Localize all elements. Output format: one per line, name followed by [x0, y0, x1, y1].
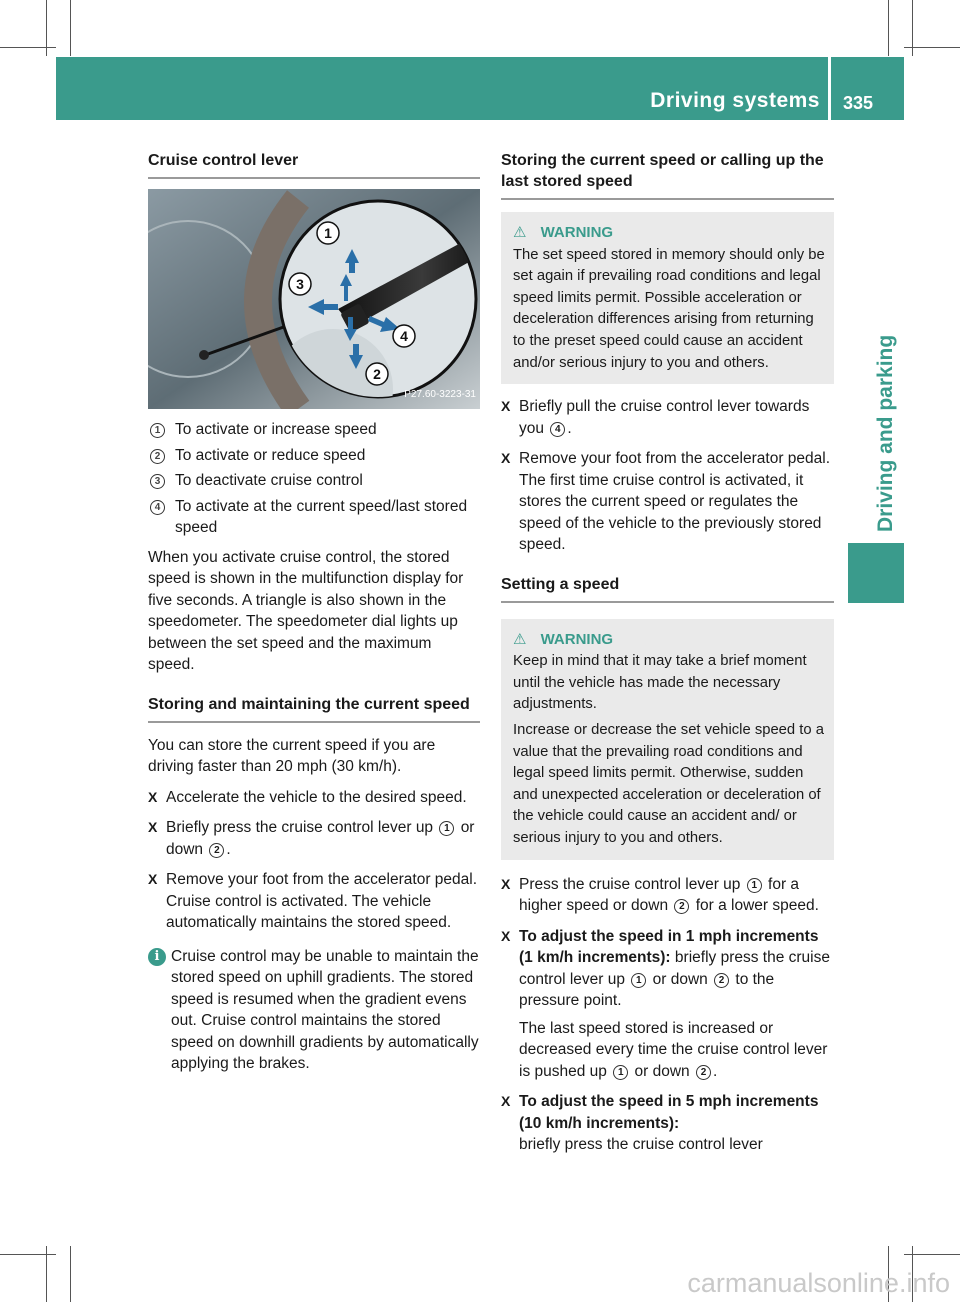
x-arrow-icon: X	[501, 927, 511, 944]
x-arrow-icon: X	[501, 450, 511, 467]
legend-text: To deactivate cruise control	[175, 472, 363, 489]
warning-triangle-icon: ⚠	[513, 224, 527, 241]
lever-position-dot	[199, 350, 209, 360]
x-arrow-icon: X	[148, 871, 158, 887]
warning-label: WARNING	[540, 224, 614, 241]
step-text: Press the cruise control lever up	[519, 875, 741, 893]
callout-badge: 2	[696, 1065, 711, 1080]
step-accelerate	[148, 787, 480, 809]
step-text: .	[567, 419, 572, 437]
step-note: The last speed stored is increased or decreased every time the cruise control lever is pushed up	[519, 1019, 828, 1080]
header-divider	[828, 57, 831, 120]
warning-box	[501, 212, 834, 384]
chapter-tab	[848, 122, 904, 542]
storing-paragraph: You can store the current speed if you are driving faster than 20 mph (30 km/h).	[148, 736, 436, 775]
info-text: Cruise control may be unable to maintain the stored speed on uphill gradients. The stored speed is resumed when the gradient evens out. Cruise control maintains the stored speed on downhill gradients by automatically applying the brakes.	[171, 947, 479, 1072]
legend-item	[148, 445, 480, 467]
step-text: to the pressure point.	[519, 970, 775, 1010]
step-text: briefly press the cruise control lever up	[519, 949, 830, 988]
chapter-marker	[848, 543, 904, 603]
callout-badge: 4	[150, 500, 165, 515]
callout-1-label: 1	[324, 225, 332, 241]
lever-photo	[148, 189, 480, 409]
callout-badge: 1	[747, 878, 762, 893]
x-arrow-icon: X	[501, 875, 511, 892]
warning-text: Keep in mind that it may take a brief moment until the vehicle has made the necessary adjustments.	[513, 653, 807, 713]
step-text: Briefly press the cruise control lever up	[166, 819, 434, 836]
callout-badge: 2	[150, 449, 165, 464]
step-note: or down	[634, 1062, 690, 1080]
x-arrow-icon: X	[501, 1093, 511, 1110]
step-text: for a higher speed or down	[519, 875, 800, 915]
page-number: 335	[843, 93, 874, 113]
step-text: Accelerate the vehicle to the desired speed.	[166, 788, 467, 806]
footer-watermark: carmanualsonline.info	[687, 1268, 950, 1298]
legend-text: To activate or increase speed	[175, 421, 377, 438]
warning-triangle-icon: ⚠	[513, 630, 527, 648]
legend-item	[148, 470, 480, 492]
warning-text: The set speed stored in memory should only be set again if prevailing road conditions and legal speed limits permit. Possible acceleration or deceleration differences arising from returning to the preset speed could cause an accident and/or serious injury to you and others.	[513, 246, 825, 371]
info-note	[148, 946, 480, 1075]
step-note: The first time cruise control is activated, it stores the current speed or regulates the speed of the vehicle to the previously stored speed.	[519, 471, 822, 554]
step-text: Briefly pull the cruise control lever towards you	[519, 398, 810, 437]
callout-badge: 1	[613, 1065, 628, 1080]
step-remove-foot	[148, 869, 480, 934]
crop-mark	[0, 47, 56, 48]
heading-calling-up: Storing the current speed or calling up the last stored speed	[501, 150, 834, 200]
legend-text: To activate at the current speed/last stored speed	[175, 497, 468, 536]
intro-paragraph: When you activate cruise control, the stored speed is shown in the multifunction display for five seconds. A triangle is also shown in the speedometer. The speedometer dial lights up between the set speed and the maximum speed.	[148, 548, 464, 673]
crop-mark	[912, 0, 913, 56]
heading-cruise-control-lever: Cruise control lever	[148, 150, 480, 179]
legend-text: To activate or reduce speed	[175, 446, 366, 464]
step-text: .	[226, 840, 231, 858]
legend-item	[148, 496, 480, 539]
step-text: Remove your foot from the accelerator pedal.	[166, 871, 478, 888]
crop-mark	[46, 1246, 47, 1302]
section-title: Driving systems	[650, 89, 820, 112]
chapter-title: Driving and parking	[874, 334, 897, 532]
x-arrow-icon: X	[501, 398, 511, 415]
warning-label: WARNING	[540, 630, 614, 648]
callout-badge: 1	[439, 821, 454, 836]
page-header	[56, 57, 904, 120]
step-text: Remove your foot from the accelerator pedal.	[519, 450, 831, 468]
callout-badge: 2	[209, 843, 224, 858]
crop-mark	[888, 0, 889, 56]
step-adjust-1mph	[501, 926, 834, 1083]
crop-mark	[70, 1246, 71, 1302]
callout-3-label: 3	[296, 276, 304, 292]
heading-setting-speed: Setting a speed	[501, 574, 834, 603]
callout-badge: 3	[150, 474, 165, 489]
info-icon: i	[148, 948, 166, 966]
warning-box	[501, 619, 834, 860]
callout-4-label: 4	[400, 328, 408, 344]
x-arrow-icon: X	[148, 819, 158, 835]
heading-storing: Storing and maintaining the current speed	[148, 694, 480, 723]
step-press-lever	[148, 817, 480, 860]
step-note: Cruise control is activated. The vehicle automatically maintains the stored speed.	[166, 892, 452, 931]
step-note: .	[713, 1062, 718, 1080]
step-bold: To adjust the speed in 1 mph increments (1 km/h increments):	[519, 927, 819, 967]
left-column	[148, 150, 480, 1075]
figure-caption: P27.60-3223-31	[404, 388, 476, 400]
callout-badge: 1	[631, 973, 646, 988]
callout-badge: 2	[714, 973, 729, 988]
step-remove-foot	[501, 448, 834, 556]
callout-badge: 1	[150, 423, 165, 438]
callout-badge: 4	[550, 422, 565, 437]
lever-illustration	[148, 189, 480, 409]
x-arrow-icon: X	[148, 788, 158, 805]
step-text: or down	[166, 819, 475, 858]
legend-item	[148, 419, 480, 441]
legend	[148, 419, 480, 539]
right-column	[501, 150, 834, 1156]
callout-2-label: 2	[373, 366, 381, 382]
step-text: briefly press the cruise control lever	[519, 1136, 763, 1154]
step-bold: To adjust the speed in 5 mph increments (10 km/h increments):	[519, 1093, 819, 1132]
callout-badge: 2	[674, 899, 689, 914]
step-press-lever	[501, 874, 834, 917]
crop-mark	[70, 0, 71, 56]
step-text: or down	[652, 970, 708, 988]
crop-mark	[0, 1254, 56, 1255]
step-adjust-5mph	[501, 1091, 834, 1156]
step-pull-lever	[501, 396, 834, 439]
warning-text: Increase or decrease the set vehicle speed to a value that the prevailing road conditions and legal speed limits permit. Otherwise, sudden and unexpected acceleration or deceleration of the vehicle could cause an accident and/ or serious injury to you and others.	[513, 722, 824, 846]
step-text: for a lower speed.	[695, 897, 819, 915]
crop-mark	[46, 0, 47, 56]
